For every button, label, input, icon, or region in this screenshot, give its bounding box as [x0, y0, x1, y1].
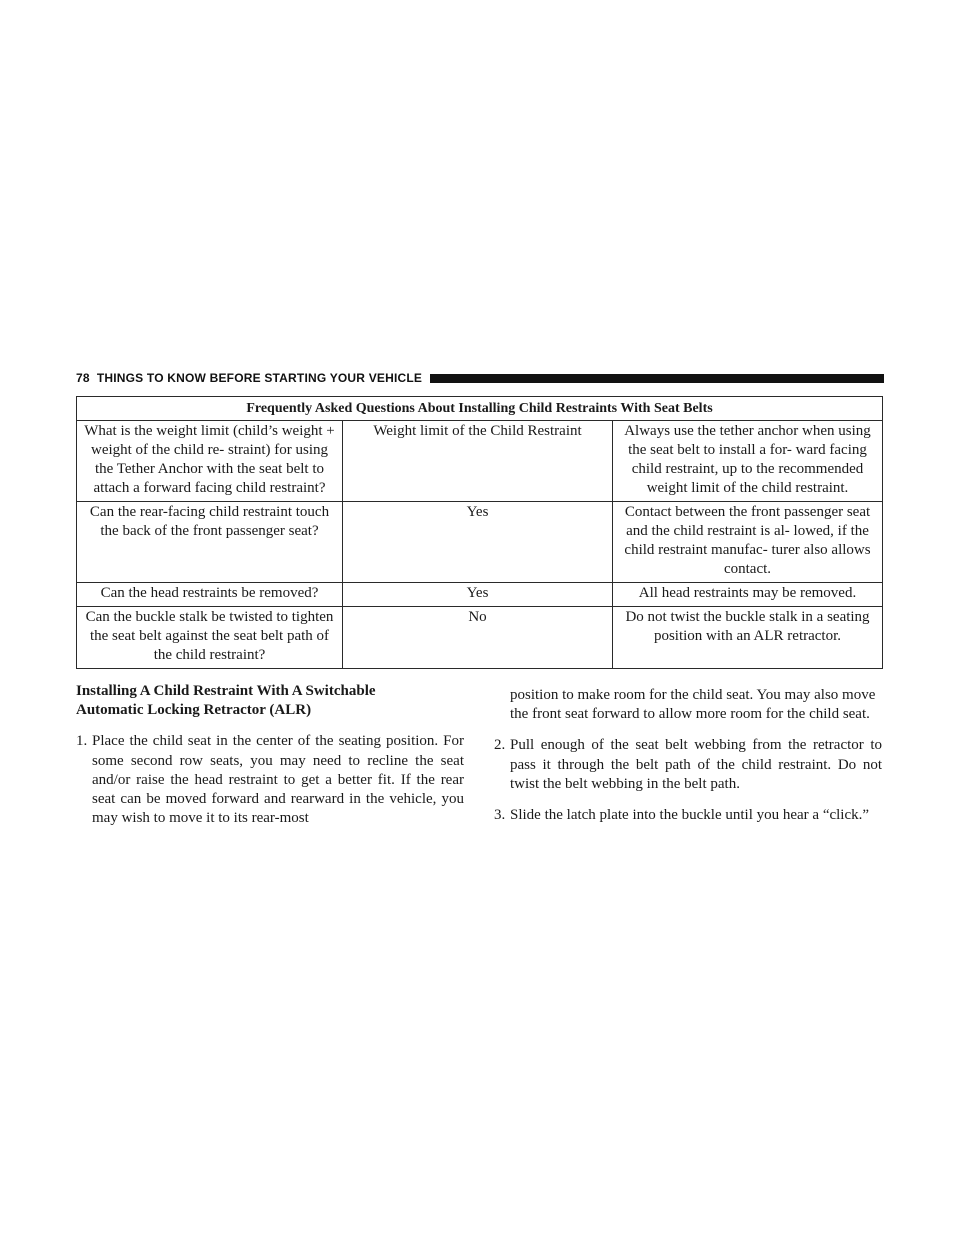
faq-table [76, 396, 883, 669]
faq-question: What is the weight limit (child’s weight + weight of the child re- straint) for using the Tether Anchor with the seat belt to attach a forward facing child restraint? [77, 421, 343, 502]
step-text: Pull enough of the seat belt webbing from the retractor to pass it through the belt path of the child restraint. Do not twist the belt webbing in the belt path. [510, 737, 882, 792]
table-row [77, 502, 883, 583]
faq-answer: No [343, 607, 613, 669]
faq-answer: Yes [343, 583, 613, 607]
step-number: 2. [494, 737, 506, 754]
right-column [494, 686, 882, 837]
step-item [494, 806, 882, 825]
table-title-row [77, 397, 883, 421]
faq-answer: Weight limit of the Child Restraint [343, 421, 613, 502]
header-rule [430, 374, 884, 383]
table-row [77, 421, 883, 502]
faq-question: Can the buckle stalk be twisted to tighten the seat belt against the seat belt path of the child restraint? [77, 607, 343, 669]
faq-note: All head restraints may be removed. [613, 583, 883, 607]
step-continuation: position to make room for the child seat. You may also move the front seat forward to allow more room for the child seat. [510, 687, 876, 723]
faq-note: Contact between the front passenger seat and the child restraint is al- lowed, if the child restraint manufac- turer also allows contact. [613, 502, 883, 583]
table-row [77, 607, 883, 669]
page-number: 78 [76, 371, 90, 385]
faq-question: Can the rear-facing child restraint touch the back of the front passenger seat? [77, 502, 343, 583]
page-header-text [76, 371, 422, 385]
step-item [494, 736, 882, 794]
section-heading-line: Automatic Locking Retractor (ALR) [76, 702, 312, 719]
step-item [76, 732, 464, 828]
faq-answer: Yes [343, 502, 613, 583]
page-header [76, 370, 884, 386]
section-heading-line: Installing A Child Restraint With A Switchable [76, 683, 376, 699]
table-title: Frequently Asked Questions About Installing Child Restraints With Seat Belts [77, 397, 883, 421]
faq-question: Can the head restraints be removed? [77, 583, 343, 607]
section-title: THINGS TO KNOW BEFORE STARTING YOUR VEHICLE [96, 371, 423, 385]
step-text: Slide the latch plate into the buckle until you hear a “click.” [510, 807, 870, 824]
left-column [76, 682, 464, 840]
section-heading [76, 682, 464, 720]
step-number: 3. [494, 807, 506, 824]
faq-note: Do not twist the buckle stalk in a seating position with an ALR retractor. [613, 607, 883, 669]
table-row [77, 583, 883, 607]
step-number: 1. [76, 733, 88, 750]
faq-note: Always use the tether anchor when using the seat belt to install a for- ward facing child restraint, up to the recommended weight limit of the child restraint. [613, 421, 883, 502]
step-text: Place the child seat in the center of the seating position. For some second row seats, you may need to recline the seat and/or raise the head restraint to get a better fit. If the rear seat can be moved forward and rearward in the vehicle, you may wish to move it to its rear-most [92, 733, 464, 827]
